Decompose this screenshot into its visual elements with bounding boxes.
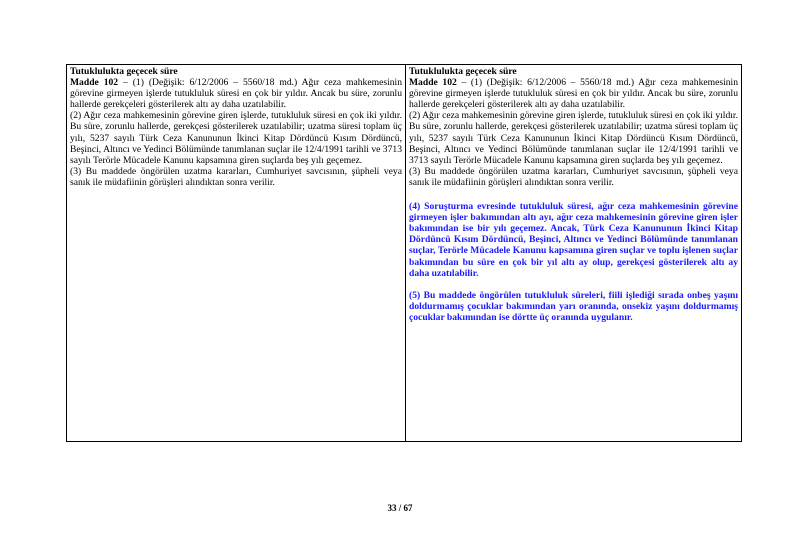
right-madde-text: – (1) (Değişik: 6/12/2006 – 5560/18 md.) Ağır ceza mahkemesinin görevine girmeyen işlerde tutukluluk süresi en çok bir yıldır. Ancak bu süre, zorunlu hallerde gerekçeleri gösterilerek altı ay daha uzatılabilir. (409, 77, 739, 111)
left-madde-text: – (1) (Değişik: 6/12/2006 – 5560/18 md.) Ağır ceza mahkemesinin görevine girmeyen işlerde tutukluluk süresi en çok bir yıldır. Ancak bu süre, zorunlu hallerde gerekçeleri gösterilerek altı ay daha uzatılabilir. (70, 77, 402, 111)
left-column-cell (67, 65, 406, 442)
right-madde-label: Madde 102 (409, 77, 457, 89)
left-paragraph-2: (2) Ağır ceza mahkemesinin görevine giren işlerde, tutukluluk süresi en çok iki yıldır. Bu süre, zorunlu hallerde, gerekçesi gösterilerek uzatılabilir; uzatma süresi toplam üç yılı, 5237 sayılı Türk Ceza Kanununun İkinci Kitap Dördüncü Kısım Dördüncü, Beşinci, Altıncı ve Yedinci Bölümünde tanımlanan suçlar ile 12/4/1991 tarihli ve 3713 sayılı Terörle Mücadele Kanunu kapsamına giren suçlarda beş yılı geçemez. (70, 110, 402, 166)
left-paragraph-3: (3) Bu maddede öngörülen uzatma kararları, Cumhuriyet savcısının, şüpheli veya sanık ile müdafiinin görüşleri alındıktan sonra verilir. (70, 165, 402, 188)
right-paragraph-5-added: (5) Bu maddede öngörülen tutukluluk süreleri, fiili işlediği sırada onbeş yaşını doldurmamış çocuklar bakımından yarı oranında, onsekiz yaşını doldurmamış çocuklar bakımından ise dörtte üç oranında uygulanır. (409, 289, 738, 323)
right-paragraph-3: (3) Bu maddede öngörülen uzatma kararları, Cumhuriyet savcısının, şüpheli veya sanık ile müdafiinin görüşleri alındıktan sonra verilir. (409, 165, 738, 188)
table-row (67, 65, 742, 442)
left-madde-label: Madde 102 (70, 77, 119, 89)
right-paragraph-4-added: (4) Soruşturma evresinde tutukluluk süresi, ağır ceza mahkemesinin görevine girmeyen işler bakımından altı ayı, ağır ceza mahkemesinin görevine giren işler bakımından ise bir yılı geçemez. Ancak, Türk Ceza Kanununun İkinci Kitap Dördüncü Kısım Dördüncü, Beşinci, Altıncı ve Yedinci Bölümünde tanımlanan suçlar, Terörle Mücadele Kanunu kapsamına giren suçlar ve toplu işlenen suçlar bakımından bu süre en çok bir yıl altı ay olup, gerekçesi gösterilerek altı ay daha uzatılabilir. (409, 201, 738, 279)
right-column-cell (406, 65, 742, 442)
right-section-title: Tutuklulukta geçecek süre (409, 66, 517, 77)
page-number: 33 / 67 (387, 503, 413, 513)
left-paragraph-1 (70, 77, 402, 110)
comparison-table (66, 64, 742, 442)
right-paragraph-1 (409, 77, 738, 110)
right-paragraph-2: (2) Ağır ceza mahkemesinin görevine giren işlerde, tutukluluk süresi en çok iki yıldır. Bu süre, zorunlu hallerde, gerekçesi gösterilerek uzatılabilir; uzatma süresi toplam üç yılı, 5237 sayılı Türk Ceza Kanununun İkinci Kitap Dördüncü Kısım Dördüncü, Beşinci, Altıncı ve Yedinci Bölümünde tanımlanan suçlar ile 12/4/1991 tarihli ve 3713 sayılı Terörle Mücadele Kanunu kapsamına giren suçlarda beş yılı geçemez. (409, 110, 738, 166)
left-section-title: Tutuklulukta geçecek süre (70, 66, 178, 77)
